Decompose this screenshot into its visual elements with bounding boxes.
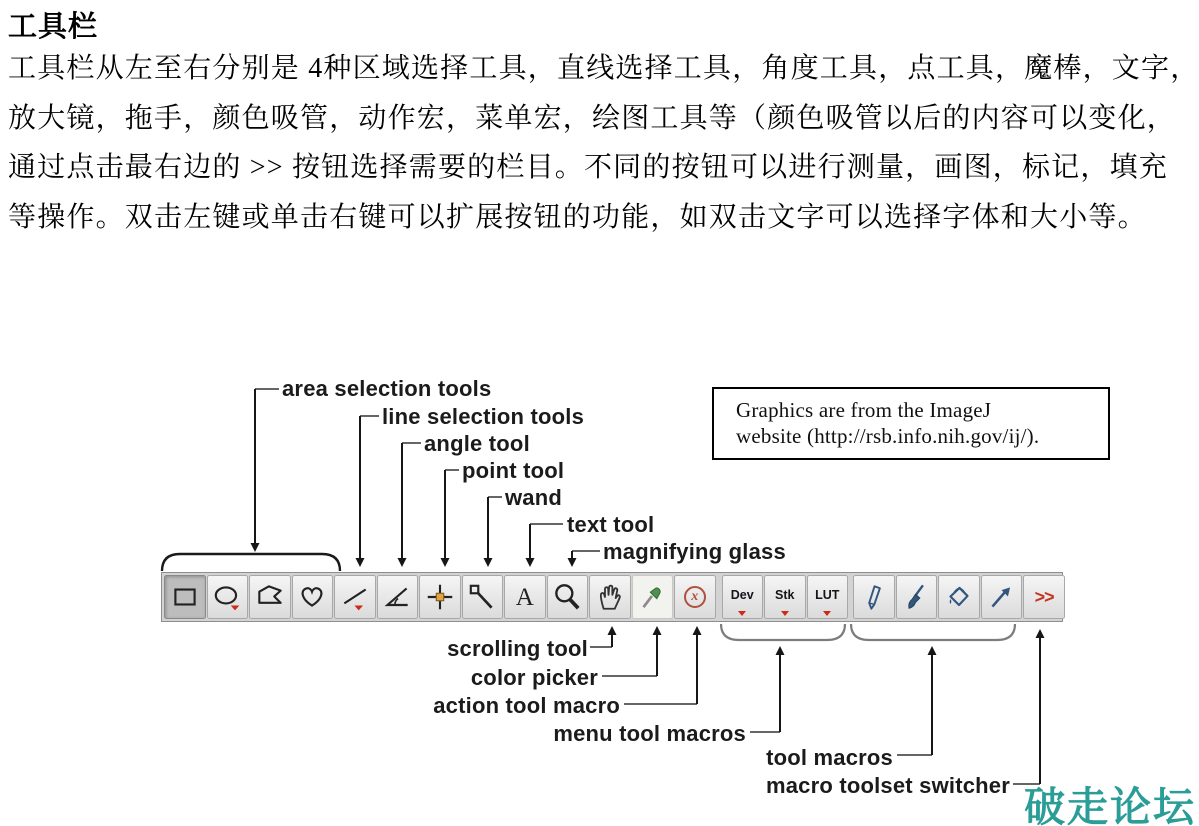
action-macro-tool-button[interactable]: [674, 575, 716, 619]
imagej-toolbar: [161, 572, 1063, 622]
body-paragraph: [8, 44, 1199, 242]
rectangle-tool-button[interactable]: [164, 575, 206, 619]
wand-tool-button[interactable]: [462, 575, 504, 619]
label-magnifying-glass: magnifying glass: [603, 539, 786, 564]
arrow-icon: [985, 581, 1017, 613]
paragraph-line: 等操作。双击左键或单击右键可以扩展按钮的功能，如双击文字可以选择字体和大小等。: [8, 201, 1147, 233]
magnifier-icon: [551, 581, 583, 613]
rectangle-icon: [169, 581, 201, 613]
double-chevron-icon: >>: [1034, 586, 1054, 607]
angle-tool-button[interactable]: [377, 575, 419, 619]
action-macro-glyph: x: [691, 588, 699, 604]
pencil-icon: [858, 581, 890, 613]
freehand-icon: [296, 581, 328, 613]
tool-macros-brace: [851, 624, 1015, 640]
label-line-selection-tools: line selection tools: [382, 404, 585, 429]
lut-tool-button[interactable]: [807, 575, 849, 619]
paragraph-line: 放大镜，拖手，颜色吸管，动作宏，菜单宏，绘图工具等（颜色吸管以后的内容可以变化，: [8, 102, 1177, 134]
label-wand: wand: [505, 485, 563, 510]
eyedropper-icon: [636, 581, 668, 613]
lut-dropdown-triangle-icon: [823, 611, 831, 616]
freehand-tool-button[interactable]: [292, 575, 334, 619]
toolset-switcher-button[interactable]: [1023, 575, 1065, 619]
angle-icon: [381, 581, 413, 613]
page-title: 工具栏: [8, 11, 99, 43]
graphics-credit-box: [712, 387, 1110, 460]
polygon-icon: [254, 581, 286, 613]
dev-tool-button[interactable]: [722, 575, 764, 619]
line-tool-button[interactable]: [334, 575, 376, 619]
pencil-tool-button[interactable]: [853, 575, 895, 619]
line-icon: [339, 581, 371, 613]
label-action-tool-macro: action tool macro: [433, 693, 620, 718]
label-color-picker: color picker: [470, 665, 598, 690]
dev-dropdown-triangle-icon: [738, 611, 746, 616]
label-text-tool: text tool: [567, 512, 655, 537]
arrow-tool-button[interactable]: [981, 575, 1023, 619]
paragraph-line: 工具栏从左至右分别是 4种区域选择工具，直线选择工具，角度工具，点工具，魔棒，文字，: [8, 53, 1199, 84]
text-tool-icon: A: [515, 583, 534, 611]
menu-macros-brace: [721, 624, 845, 640]
label-macro-toolset-switcher: macro toolset switcher: [765, 773, 1010, 798]
paint-bucket-icon: [943, 581, 975, 613]
paragraph-line: 通过点击最右边的 >> 按钮选择需要的栏目。不同的按钮可以进行测量，画图，标记，填充: [8, 152, 1168, 183]
label-scrolling-tool: scrolling tool: [447, 636, 588, 661]
point-icon: [424, 581, 456, 613]
text-tool-button[interactable]: [504, 575, 546, 619]
stk-tool-button[interactable]: [764, 575, 806, 619]
magnifier-tool-button[interactable]: [547, 575, 589, 619]
label-tool-macros: tool macros: [766, 745, 893, 770]
credit-line: website (http://rsb.info.nih.gov/ij/).: [736, 424, 1040, 448]
brush-tool-button[interactable]: [896, 575, 938, 619]
oval-icon: [211, 581, 243, 613]
brush-icon: [900, 581, 932, 613]
dev-tool-label: Dev: [730, 588, 754, 602]
watermark: 破走论坛: [1024, 784, 1196, 826]
hand-icon: [594, 581, 626, 613]
label-angle-tool: angle tool: [424, 431, 530, 456]
circled-x-icon: [684, 586, 706, 608]
fill-tool-button[interactable]: [938, 575, 980, 619]
hand-tool-button[interactable]: [589, 575, 631, 619]
area-tools-brace: [162, 554, 340, 571]
label-area-selection-tools: area selection tools: [282, 376, 492, 401]
label-point-tool: point tool: [462, 458, 565, 483]
point-tool-button[interactable]: [419, 575, 461, 619]
label-menu-tool-macros: menu tool macros: [553, 721, 746, 746]
credit-line: Graphics are from the ImageJ: [736, 398, 992, 422]
lut-tool-label: LUT: [815, 588, 840, 602]
color-picker-tool-button[interactable]: [632, 575, 674, 619]
stk-dropdown-triangle-icon: [781, 611, 789, 616]
stk-tool-label: Stk: [775, 588, 795, 602]
wand-icon: [466, 581, 498, 613]
oval-tool-button[interactable]: [207, 575, 249, 619]
polygon-tool-button[interactable]: [249, 575, 291, 619]
